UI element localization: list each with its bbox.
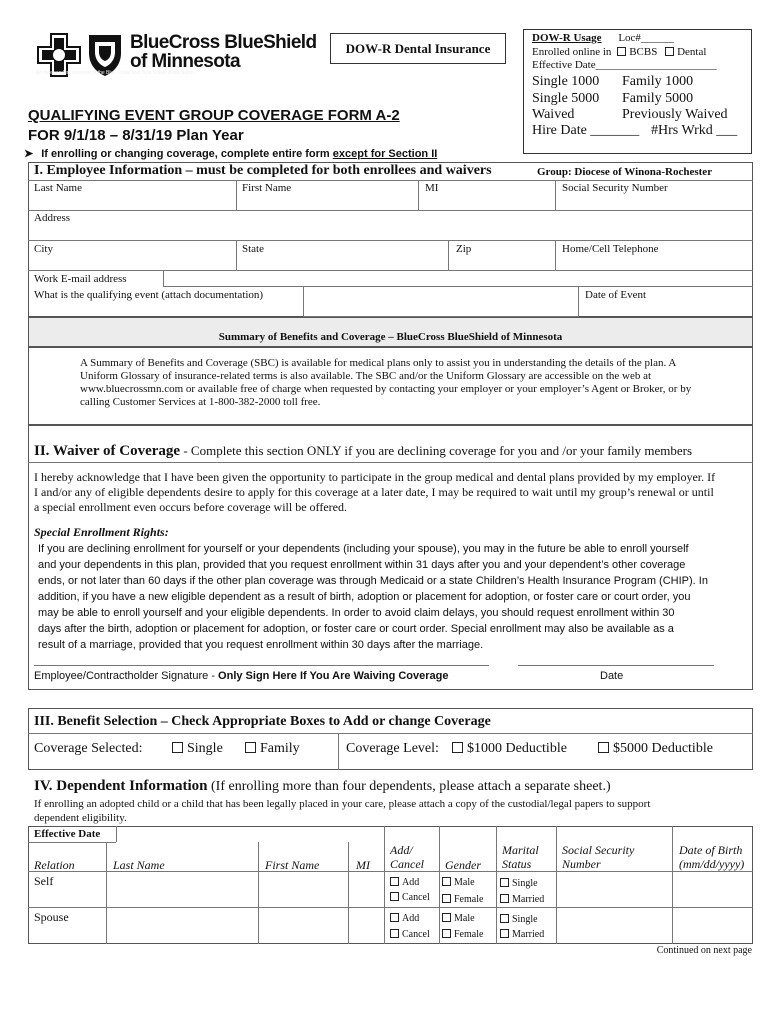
usage-box bbox=[523, 29, 752, 154]
cancel-option[interactable]: Cancel bbox=[390, 929, 430, 940]
col-ssn: Social Security Number bbox=[562, 843, 635, 871]
col-gender: Gender bbox=[445, 858, 481, 872]
checkbox-icon[interactable] bbox=[452, 742, 463, 753]
family5000-option[interactable]: Family 5000 bbox=[622, 91, 694, 106]
single-coverage-option[interactable]: Single bbox=[172, 741, 223, 757]
coverage-level-label: Coverage Level: bbox=[346, 741, 439, 756]
col-last-name: Last Name bbox=[113, 858, 165, 872]
event-date-field[interactable]: Date of Event bbox=[585, 289, 647, 301]
effective-date-field[interactable]: Effective Date______________________ bbox=[532, 59, 717, 71]
checkbox-icon[interactable] bbox=[500, 878, 509, 887]
single-option[interactable]: Single bbox=[500, 878, 538, 889]
checkbox-icon[interactable] bbox=[442, 894, 451, 903]
loc-field[interactable]: Loc#______ bbox=[618, 32, 674, 44]
col-add-cancel: Add/ Cancel bbox=[390, 843, 424, 871]
section1-title: I. Employee Information – must be completed for both enrollees and waivers bbox=[34, 163, 492, 178]
instruction: ➤ If enrolling or changing coverage, complete entire form except for Section II bbox=[24, 148, 438, 160]
checkbox-icon[interactable] bbox=[245, 742, 256, 753]
zip-field[interactable]: Zip bbox=[456, 243, 472, 255]
checkbox-icon[interactable] bbox=[390, 913, 399, 922]
table-row bbox=[28, 907, 753, 944]
checkbox-icon[interactable] bbox=[442, 913, 451, 922]
col-relation: Relation bbox=[34, 858, 75, 872]
form-title: QUALIFYING EVENT GROUP COVERAGE FORM A-2 bbox=[28, 107, 400, 124]
plan-year: FOR 9/1/18 – 8/31/19 Plan Year bbox=[28, 127, 244, 144]
checkbox-icon[interactable] bbox=[390, 877, 399, 886]
city-field[interactable]: City bbox=[34, 243, 53, 255]
special-enrollment-text: If you are declining enrollment for yourself or your dependents (including your spouse), you may in the future be able to enroll yourself and your dependents in this plan, provided that you request enrollment within 31 days after you and your dependent’s other coverage ends, or not later than 60 days if the other plan coverage was through Medicaid or a state Children’s Health Insurance Program (CHIP). In addition, if you have a new eligible dependent as a result of birth, adoption or placement for adoption, or foster care or court order, you may be able to enroll yourself and your eligible dependents. In order to avoid claim delays, you should request enrollment within 30 days after the birth, adoption or placement for adoption, or foster care or court order. Special enrollment may also be available as a result of a marriage, provided that you request enrollment within 30 days after the marriage. bbox=[38, 543, 708, 651]
checkbox-icon[interactable] bbox=[500, 894, 509, 903]
qualifying-event-field[interactable] bbox=[303, 286, 579, 317]
married-option[interactable]: Married bbox=[500, 894, 544, 905]
email-field[interactable]: Work E-mail address bbox=[34, 273, 127, 285]
col-dob: Date of Birth (mm/dd/yyyy) bbox=[679, 843, 745, 871]
plan-name-box: DOW-R Dental Insurance bbox=[330, 33, 506, 64]
checkbox-icon[interactable] bbox=[390, 929, 399, 938]
female-option[interactable]: Female bbox=[442, 929, 483, 940]
group-name: Group: Diocese of Winona-Rochester bbox=[537, 166, 713, 178]
dental-checkbox[interactable] bbox=[665, 47, 674, 56]
family1000-option[interactable]: Family 1000 bbox=[622, 74, 694, 89]
checkbox-icon[interactable] bbox=[390, 892, 399, 901]
hire-date-field[interactable]: Hire Date _______ bbox=[532, 123, 640, 138]
checkbox-icon[interactable] bbox=[172, 742, 183, 753]
date-line[interactable] bbox=[518, 665, 714, 666]
logo-tagline: An independent licensee of the Blue Cross and Blue Shield Association bbox=[36, 70, 194, 76]
single1000-option[interactable]: Single 1000 bbox=[532, 74, 600, 89]
add-option[interactable]: Add bbox=[390, 877, 419, 888]
waiver-text: I hereby acknowledge that I have been given the opportunity to participate in the group medical and dental plans provided by my employer. If I and/or any of eligible dependents desire to apply for this coverage at a later date, I may be required to wait until my group’s renewal or until a special enrollment even occurs before coverage will be offered. bbox=[34, 470, 716, 514]
effective-date-label: Effective Date bbox=[34, 828, 101, 840]
section3-title: III. Benefit Selection – Check Appropriate Boxes to Add or change Coverage bbox=[34, 714, 491, 729]
male-option[interactable]: Male bbox=[442, 877, 475, 888]
deductible-1000-option[interactable]: $1000 Deductible bbox=[452, 741, 567, 757]
col-first-name: First Name bbox=[265, 858, 320, 872]
bcbs-logo bbox=[36, 32, 317, 80]
relation-self: Self bbox=[34, 874, 54, 888]
col-marital: Marital Status bbox=[502, 843, 539, 871]
checkbox-icon[interactable] bbox=[500, 914, 509, 923]
dependent-effective-date-field[interactable] bbox=[116, 826, 117, 842]
dental-label: Dental bbox=[677, 46, 707, 58]
usage-title: DOW-R Usage bbox=[532, 32, 602, 44]
arrow-icon: ➤ bbox=[24, 148, 34, 160]
ssn-field[interactable]: Social Security Number bbox=[562, 182, 668, 194]
sbc-text: A Summary of Benefits and Coverage (SBC) is available for medical plans only to assist you in understanding the details of the plan. A Uniform Glossary of insurance-related terms is also available. The SBC and/or the Uniform Glossary are accessible on the web at www.bluecrossmn.com or available free of charge when requested by contacting your employer or your employer’s Agent or Broker, or by calling Customer Services at 1-800-382-2000 toll free. bbox=[80, 357, 692, 408]
section4-heading: IV. Dependent Information (If enrolling more than four dependents, please attach a separate sheet.) bbox=[34, 778, 611, 794]
signature-label: Employee/Contractholder Signature - Only Sign Here If You Are Waiving Coverage bbox=[34, 670, 449, 682]
section2-heading: II. Waiver of Coverage - Complete this section ONLY if you are declining coverage for you and /or your family members bbox=[34, 443, 693, 459]
address-field[interactable]: Address bbox=[34, 212, 71, 224]
signature-line[interactable] bbox=[34, 665, 489, 666]
single-option[interactable]: Single bbox=[500, 914, 538, 925]
female-option[interactable]: Female bbox=[442, 894, 483, 905]
married-option[interactable]: Married bbox=[500, 929, 544, 940]
continued-note: Continued on next page bbox=[656, 945, 752, 956]
family-coverage-option[interactable]: Family bbox=[245, 741, 300, 757]
col-mi: MI bbox=[356, 858, 370, 872]
cancel-option[interactable]: Cancel bbox=[390, 892, 430, 903]
checkbox-icon[interactable] bbox=[442, 877, 451, 886]
checkbox-icon[interactable] bbox=[500, 929, 509, 938]
special-enrollment-title: Special Enrollment Rights: bbox=[34, 525, 169, 539]
logo-line2: of Minnesota bbox=[130, 51, 240, 72]
first-name-field[interactable]: First Name bbox=[242, 182, 292, 194]
coverage-selected-label: Coverage Selected: bbox=[34, 741, 143, 756]
qualifying-event-label: What is the qualifying event (attach documentation) bbox=[34, 289, 264, 301]
table-row bbox=[28, 871, 753, 907]
bcbs-checkbox[interactable] bbox=[617, 47, 626, 56]
state-field[interactable]: State bbox=[242, 243, 264, 255]
add-option[interactable]: Add bbox=[390, 913, 419, 924]
checkbox-icon[interactable] bbox=[598, 742, 609, 753]
previously-waived-option[interactable]: Previously Waived bbox=[622, 107, 728, 122]
section4-note: If enrolling an adopted child or a child that has been legally placed in your care, please attach a copy of the custodial/legal papers to support dependent eligibility. bbox=[34, 798, 651, 824]
deductible-5000-option[interactable]: $5000 Deductible bbox=[598, 741, 713, 757]
mi-field[interactable]: MI bbox=[425, 182, 439, 194]
phone-field[interactable]: Home/Cell Telephone bbox=[562, 243, 659, 255]
enrolled-label: Enrolled online in bbox=[532, 46, 612, 58]
logo-line1: BlueCross BlueShield bbox=[130, 32, 317, 53]
bcbs-label: BCBS bbox=[629, 46, 658, 58]
sbc-title: Summary of Benefits and Coverage – BlueCross BlueShield of Minnesota bbox=[218, 331, 563, 343]
hours-worked-field[interactable]: #Hrs Wrkd ___ bbox=[651, 123, 738, 138]
single5000-option[interactable]: Single 5000 bbox=[532, 91, 600, 106]
checkbox-icon[interactable] bbox=[442, 929, 451, 938]
relation-spouse: Spouse bbox=[34, 910, 69, 924]
male-option[interactable]: Male bbox=[442, 913, 475, 924]
waived-option[interactable]: Waived bbox=[532, 107, 575, 122]
last-name-field[interactable]: Last Name bbox=[34, 182, 82, 194]
date-label: Date bbox=[600, 670, 624, 682]
